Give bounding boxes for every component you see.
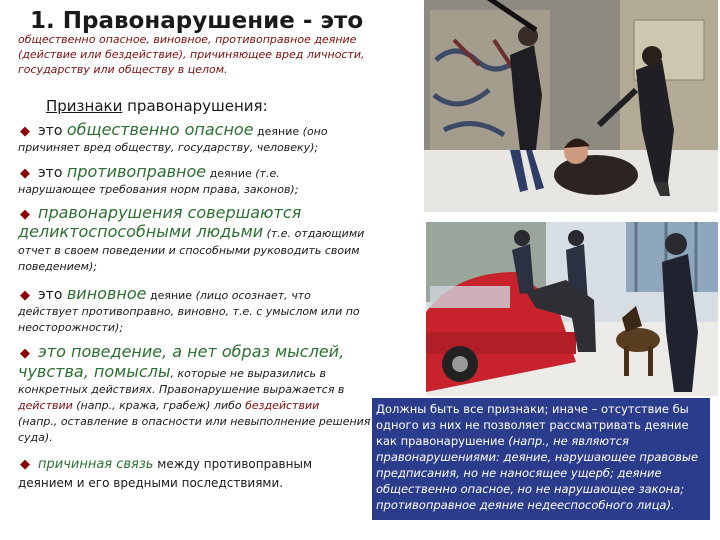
sign-5-detail: конкретных действиях. Правонарушение выражается в действии (напр., кража, грабеж) либо бездействии (напр., оставление в опасности или невыполнение решения суда). (18, 383, 371, 444)
sign-item-6: ◆ причинная связь между противоправным (20, 457, 312, 472)
sign-6-line2: деянием и его вредными последствиями. (18, 476, 284, 490)
sign-2-detail: нарушающее требования норм права, законов); (18, 183, 299, 196)
sign-item-4: ◆ это виновное деяние (лицо осознает, что (20, 284, 311, 303)
slide-title: 1. Правонарушение - это (30, 8, 364, 34)
sign-item-5: ◆ это поведение, а нет образ мыслей, (20, 342, 345, 361)
assault-photo (424, 0, 718, 212)
sign-3-line2: деликтоспособными людьми (т.е. отдающими (18, 222, 365, 241)
sign-item-1: ◆ это общественно опасное деяние (оно (20, 120, 328, 139)
sign-5-line2: чувства, помыслы, которые не выразились в (18, 362, 326, 381)
bullet-diamond-icon: ◆ (20, 207, 30, 222)
sign-3-detail: отчет в своем поведении и способными руководить своим поведением); (18, 244, 360, 273)
bullet-diamond-icon: ◆ (20, 166, 30, 181)
sign-item-2: ◆ это противоправное деяние (т.е. (20, 162, 280, 181)
sign-item-3: ◆ правонарушения совершаются (20, 203, 302, 222)
bullet-diamond-icon: ◆ (20, 124, 30, 139)
sign-1-detail: причиняет вред обществу, государству, человеку); (18, 141, 319, 154)
caption-box: Должны быть все признаки; иначе – отсутствие бы одного из них не позволяет рассматривать деяние как правонарушение (напр., не являются правонарушениями: деяние, нарушающее правовые предписания, но не наносящее ущерб; деяние общественно опасное, но не нарушающее закона; противоправное деяние недееспособного лица). (372, 398, 710, 520)
signs-heading: Признаки правонарушения: (46, 97, 268, 115)
definition-text: общественно опасное, виновное, противоправное деяние (действие или бездействие), причиняющее вред личности, государству или обществу в целом. (18, 33, 365, 76)
sign-4-detail: действует противоправно, виновно, т.е. с умыслом или по неосторожности); (18, 305, 360, 334)
bullet-diamond-icon: ◆ (20, 457, 30, 472)
arrest-photo (426, 222, 718, 396)
bullet-diamond-icon: ◆ (20, 288, 30, 303)
bullet-diamond-icon: ◆ (20, 346, 30, 361)
